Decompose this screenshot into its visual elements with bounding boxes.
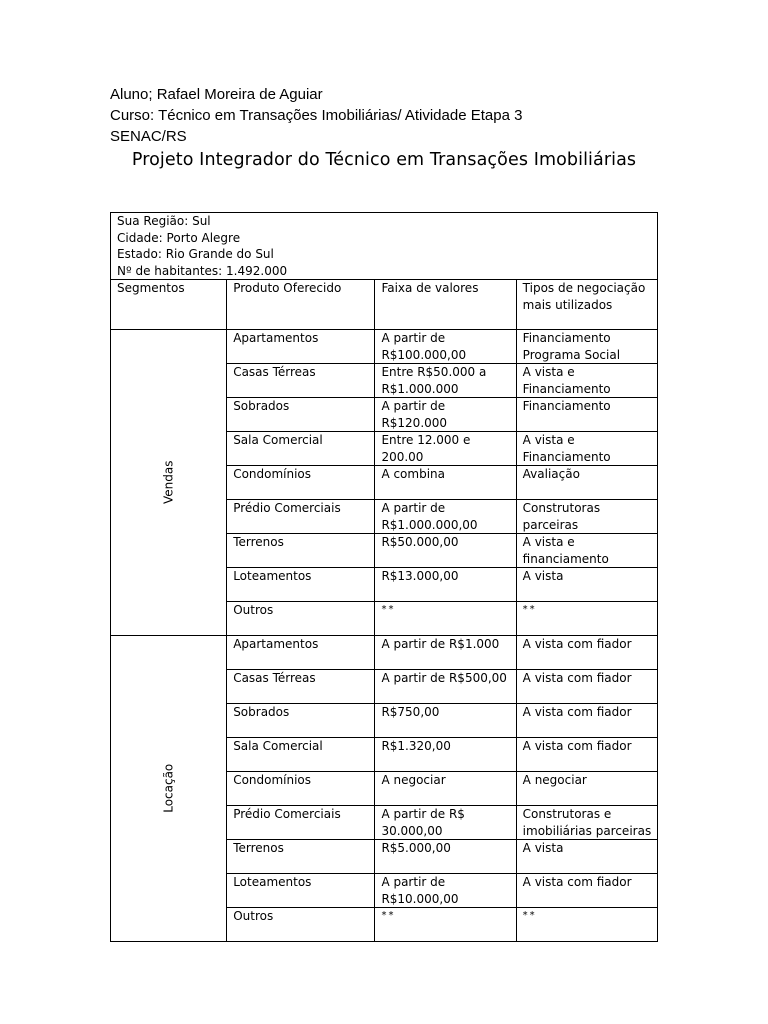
table-header-row xyxy=(111,280,658,330)
segment-cell-vendas xyxy=(111,330,227,636)
negotiation-type-cell: A vista xyxy=(516,568,657,602)
segment-label-locacao: Locação xyxy=(161,763,176,814)
table-row xyxy=(111,330,658,364)
product-cell: Sobrados xyxy=(227,704,375,738)
price-range-cell: ** xyxy=(375,602,516,636)
product-cell: Loteamentos xyxy=(227,568,375,602)
price-range-cell: A partir de R$120.000 xyxy=(375,398,516,432)
student-line: Aluno; Rafael Moreira de Aguiar xyxy=(110,86,323,103)
price-range-cell: ** xyxy=(375,908,516,942)
negotiation-type-cell: A vista com fiador xyxy=(516,704,657,738)
region-info-row xyxy=(111,213,658,280)
negotiation-type-cell: Financiamento Programa Social xyxy=(516,330,657,364)
price-range-cell: A partir de R$1.000 xyxy=(375,636,516,670)
price-range-cell: R$750,00 xyxy=(375,704,516,738)
price-range-cell: A partir de R$ 30.000,00 xyxy=(375,806,516,840)
product-cell: Condomínios xyxy=(227,466,375,500)
negotiation-type-cell: A vista com fiador xyxy=(516,874,657,908)
column-header-faixa: Faixa de valores xyxy=(375,280,516,330)
negotiation-type-cell: A vista e Financiamento xyxy=(516,432,657,466)
product-cell: Sala Comercial xyxy=(227,432,375,466)
negotiation-type-cell: A negociar xyxy=(516,772,657,806)
product-cell: Loteamentos xyxy=(227,874,375,908)
region-text: Sua Região: Sul xyxy=(117,214,211,228)
segment-label-vendas: Vendas xyxy=(161,460,176,505)
product-cell: Prédio Comerciais xyxy=(227,806,375,840)
price-range-cell: A partir de R$100.000,00 xyxy=(375,330,516,364)
product-cell: Apartamentos xyxy=(227,636,375,670)
institution-line: SENAC/RS xyxy=(110,128,187,145)
price-range-cell: Entre 12.000 e 200.00 xyxy=(375,432,516,466)
column-header-tipos: Tipos de negociação mais utilizados xyxy=(516,280,657,330)
product-cell: Outros xyxy=(227,908,375,942)
negotiation-type-cell: Construtoras parceiras xyxy=(516,500,657,534)
product-cell: Apartamentos xyxy=(227,330,375,364)
product-cell: Sobrados xyxy=(227,398,375,432)
product-cell: Terrenos xyxy=(227,840,375,874)
price-range-cell: R$13.000,00 xyxy=(375,568,516,602)
product-cell: Sala Comercial xyxy=(227,738,375,772)
segment-cell-locacao xyxy=(111,636,227,942)
price-range-cell: A partir de R$1.000.000,00 xyxy=(375,500,516,534)
price-range-cell: A negociar xyxy=(375,772,516,806)
negotiation-type-cell: A vista xyxy=(516,840,657,874)
price-range-cell: A partir de R$500,00 xyxy=(375,670,516,704)
product-cell: Casas Térreas xyxy=(227,364,375,398)
product-cell: Outros xyxy=(227,602,375,636)
price-range-cell: A partir de R$10.000,00 xyxy=(375,874,516,908)
column-header-segmentos: Segmentos xyxy=(111,280,227,330)
negotiation-type-cell: Construtoras e imobiliárias parceiras xyxy=(516,806,657,840)
product-cell: Casas Térreas xyxy=(227,670,375,704)
product-cell: Terrenos xyxy=(227,534,375,568)
price-range-cell: A combina xyxy=(375,466,516,500)
product-cell: Prédio Comerciais xyxy=(227,500,375,534)
negotiation-type-cell: Financiamento xyxy=(516,398,657,432)
page-title: Projeto Integrador do Técnico em Transações Imobiliárias xyxy=(131,150,637,170)
negotiation-type-cell: A vista e financiamento xyxy=(516,534,657,568)
negotiation-type-cell: A vista e Financiamento xyxy=(516,364,657,398)
state-text: Estado: Rio Grande do Sul xyxy=(117,247,274,261)
negotiation-type-cell: A vista com fiador xyxy=(516,670,657,704)
region-info-cell xyxy=(111,213,658,280)
negotiation-type-cell: A vista com fiador xyxy=(516,636,657,670)
negotiation-type-cell: Avaliação xyxy=(516,466,657,500)
column-header-produto: Produto Oferecido xyxy=(227,280,375,330)
price-range-cell: Entre R$50.000 a R$1.000.000 xyxy=(375,364,516,398)
price-range-cell: R$50.000,00 xyxy=(375,534,516,568)
document-header xyxy=(110,84,522,147)
price-range-cell: R$5.000,00 xyxy=(375,840,516,874)
segments-table xyxy=(110,212,658,942)
table-row xyxy=(111,636,658,670)
price-range-cell: R$1.320,00 xyxy=(375,738,516,772)
course-line: Curso: Técnico em Transações Imobiliárias/ Atividade Etapa 3 xyxy=(110,107,523,124)
city-text: Cidade: Porto Alegre xyxy=(117,230,241,245)
negotiation-type-cell: A vista com fiador xyxy=(516,738,657,772)
population-text: Nº de habitantes: 1.492.000 xyxy=(117,263,288,278)
negotiation-type-cell: ** xyxy=(516,602,657,636)
product-cell: Condomínios xyxy=(227,772,375,806)
negotiation-type-cell: ** xyxy=(516,908,657,942)
